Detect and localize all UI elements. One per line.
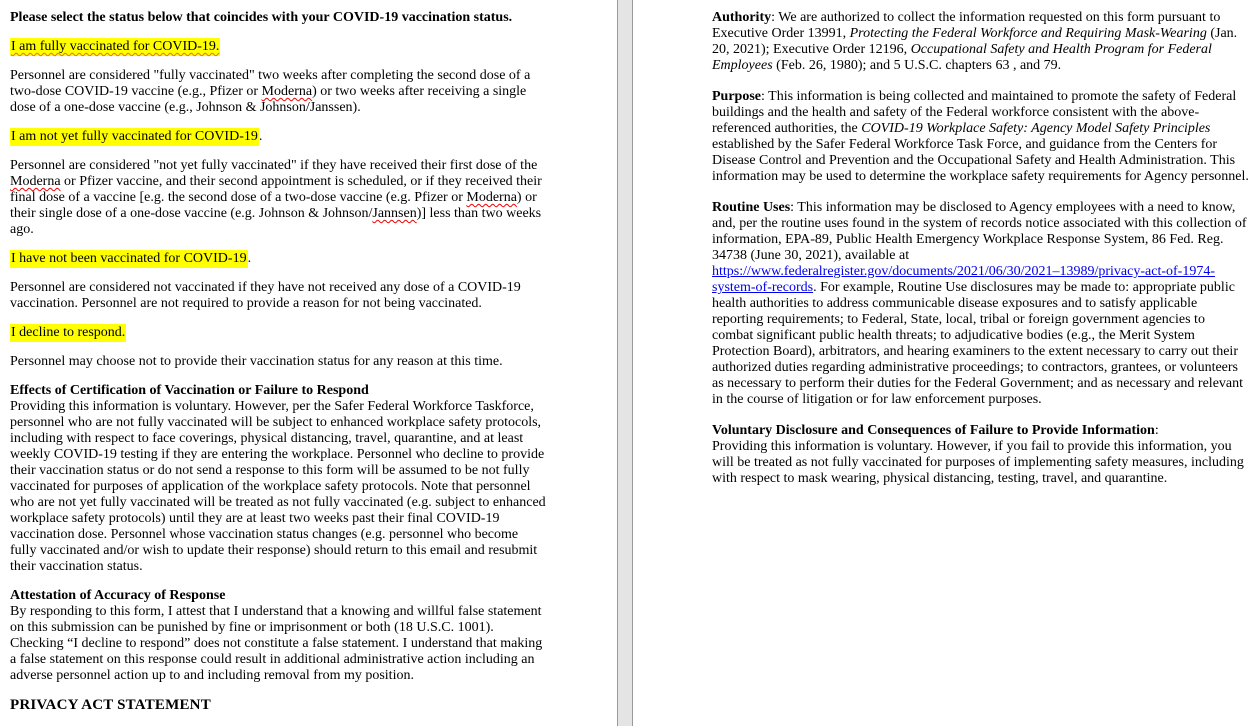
misspelled-word: Moderna	[261, 84, 313, 99]
para-text: : This information may be disclosed to Agency employees with a need to know, and, per the routine uses found in the system of records notice associated with this collection of information, EPA-89, Public Health Emergency Workplace Response System, 86 Fed. Reg. 34738 (June 30, 2021), available at	[712, 200, 1247, 263]
attestation-body: By responding to this form, I attest that I understand that a knowing and willful false statement on this submission can be punished by fine or imprisonment or both (18 U.S.C. 1001). Checking “I decline to respond” does not constitute a false statement. I understand that making a false statement on this response could result in additional administrative action including an adverse personnel action up to and including removal from my position.	[10, 604, 543, 683]
page-gutter	[618, 0, 632, 726]
option-decline-label: I decline to respond.	[11, 325, 126, 340]
option-tail-period: .	[247, 251, 252, 266]
voluntary-disclosure-heading	[712, 423, 1249, 439]
privacy-act-statement-title: PRIVACY ACT STATEMENT	[10, 697, 211, 713]
authority-label: Authority	[712, 10, 772, 25]
intro-instruction: Please select the status below that coincides with your COVID-19 vaccination status.	[10, 10, 513, 25]
option-fully-vaccinated-label: I am fully vaccinated for COVID-19.	[11, 39, 220, 54]
authority-paragraph	[712, 10, 1249, 74]
option-not-yet-vaccinated-label: I am not yet fully vaccinated for COVID-19	[11, 129, 258, 144]
effects-section	[10, 383, 547, 575]
highlighted-text	[10, 250, 248, 268]
para-text: ) or two weeks after receiving a single dose of a one-dose vaccine (e.g., Johnson & Johnson/Janssen).	[10, 84, 527, 115]
para-decline: Personnel may choose not to provide their vaccination status for any reason at this time.	[10, 354, 503, 369]
federal-register-link[interactable]: https://www.federalregister.gov/documents/2021/06/30/2021–13989/privacy-act-of-1974-system-of-records	[712, 264, 1215, 295]
para-text: Personnel are considered "fully vaccinated" two weeks after completing the second dose of a two-dose COVID-19 vaccine (e.g., Pfizer or	[10, 68, 531, 99]
attestation-section	[10, 588, 547, 684]
cited-title: Protecting the Federal Workforce and Requiring Mask-Wearing	[849, 26, 1207, 41]
voluntary-disclosure-body: Providing this information is voluntary. However, if you fail to provide this information, you will be treated as not fully vaccinated for purposes of implementing safety measures, including with respect to mask wearing, physical distancing, testing, travel, and quarantine.	[712, 439, 1244, 486]
para-text: (Jan. 20, 2021); Executive Order 12196,	[712, 26, 1238, 57]
para-text: or Pfizer vaccine, and their second appointment is scheduled, or if they received their final dose of a vaccine [e.g. the second dose of a two-dose vaccine (e.g. Pfizer or	[10, 174, 542, 205]
option-not-vaccinated	[10, 251, 547, 267]
option-fully-vaccinated	[10, 39, 547, 55]
misspelled-word: Moderna	[10, 174, 61, 189]
highlighted-text	[10, 38, 220, 56]
option-decline	[10, 325, 547, 341]
option-not-yet-vaccinated	[10, 129, 547, 145]
para-text: : This information is being collected and maintained to promote the safety of Federal buildings and the health and safety of the Federal workforce consistent with the above-referenced authorities, the	[712, 89, 1237, 136]
cited-title: Occupational Safety and Health Program for Federal Employees	[712, 42, 1212, 73]
effects-body: Providing this information is voluntary. However, per the Safer Federal Workforce Taskforce, personnel who are not fully vaccinated will be subject to enhanced workplace safety protocols, including with respect to face coverings, physical distancing, travel, quarantine, and at least weekly COVID-19 testing if they are entering the workplace. Personnel who decline to provide their vaccination status or do not send a response to this form will be assumed to be not fully vaccinated for purposes of application of the workplace safety protocols. Note that personnel who are not yet fully vaccinated will be treated as not fully vaccinated (e.g. subject to enhanced workplace safety protocols) until they are at least two weeks past their final COVID-19 vaccination dose. Personnel whose vaccination status changes (e.g. personnel who become fully vaccinated and/or wish to update their response) should return to this email and resubmit their vaccination status.	[10, 399, 546, 574]
misspelled-word: Jannsen	[372, 206, 417, 221]
voluntary-disclosure-label: Voluntary Disclosure and Consequences of Failure to Provide Information	[712, 423, 1155, 438]
highlighted-text	[10, 324, 126, 342]
cited-title: COVID-19 Workplace Safety: Agency Model Safety Principles	[861, 121, 1211, 136]
para-fully-vaccinated	[10, 68, 547, 116]
option-tail-period: .	[258, 129, 263, 144]
purpose-label: Purpose	[712, 89, 761, 104]
attestation-heading: Attestation of Accuracy of Response	[10, 588, 226, 603]
purpose-paragraph	[712, 89, 1249, 185]
para-text: : We are authorized to collect the information requested on this form pursuant to Executive Order 13991,	[712, 10, 1221, 41]
page-left-content	[0, 0, 547, 713]
para-text: (Feb. 26, 1980); and 5 U.S.C. chapters 63 , and 79.	[772, 58, 1062, 73]
para-text: )] less than two weeks ago.	[10, 206, 542, 237]
para-not-vaccinated: Personnel are considered not vaccinated if they have not received any dose of a COVID-19 vaccination. Personnel are not required to provide a reason for not being vaccinated.	[10, 280, 521, 311]
misspelled-word: Moderna	[466, 190, 517, 205]
routine-uses-paragraph	[712, 200, 1249, 408]
para-text: Personnel are considered "not yet fully vaccinated" if they have received their first dose of the	[10, 158, 538, 173]
para-text: . For example, Routine Use disclosures may be made to: appropriate public health authorities to address communicable disease exposures and to satisfy applicable reporting requirements; to Federal, State, local, tribal or foreign government agencies to combat significant public health threats; to adjudicative bodies (e.g., the Merit System Protection Board), arbitrators, and hearing examiners to the extent necessary to carry out their authorized duties regarding administrative proceedings; to contractors, grantees, or volunteers as necessary to perform their duties for the Federal Government; and as necessary and relevant in the course of litigation or for law enforcement purposes.	[712, 280, 1244, 407]
effects-heading: Effects of Certification of Vaccination or Failure to Respond	[10, 383, 369, 398]
highlighted-text	[10, 128, 259, 146]
para-not-yet-vaccinated	[10, 158, 547, 238]
page-right-content	[633, 0, 1249, 487]
page-right	[632, 0, 1251, 726]
para-text: ) or their single dose of a one-dose vaccine (e.g. Johnson & Johnson/	[10, 190, 537, 221]
heading-colon: :	[1154, 423, 1159, 438]
page-left	[0, 0, 618, 726]
routine-uses-label: Routine Uses	[712, 200, 791, 215]
para-text: established by the Safer Federal Workforce Task Force, and guidance from the Centers for Disease Control and Prevention and the Occupational Safety and Health Administration. This information may be used to determine the workplace safety requirements for Agency personnel.	[712, 137, 1249, 184]
option-not-vaccinated-label: I have not been vaccinated for COVID-19	[11, 251, 247, 266]
voluntary-disclosure-section	[712, 423, 1249, 487]
